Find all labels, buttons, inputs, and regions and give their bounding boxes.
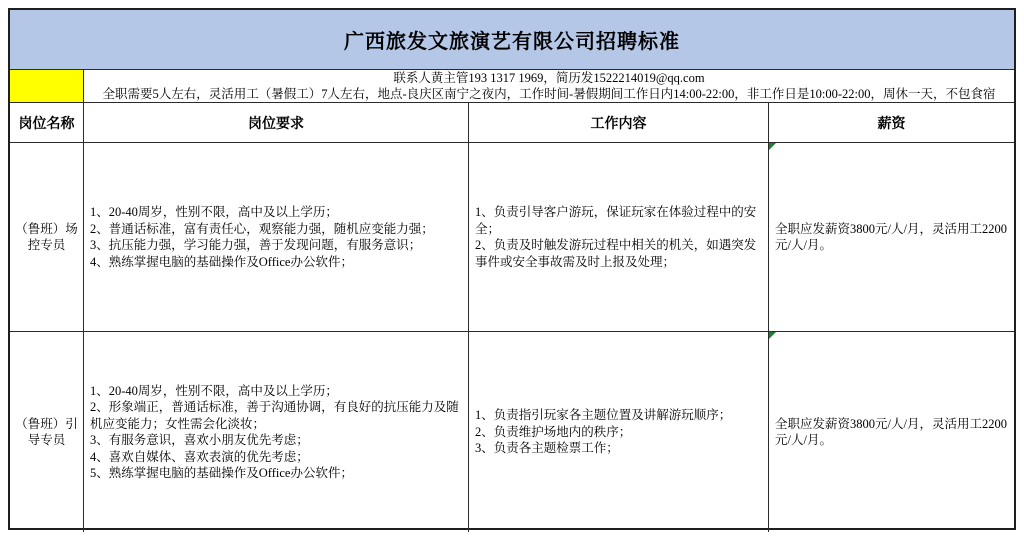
requirement-line: 4、熟练掌握电脑的基础操作及Office办公软件； — [90, 254, 353, 269]
requirement-line: 2、形象端正，普通话标准，善于沟通协调，有良好的抗压能力及随机应变能力；女性需会化淡妆； — [90, 400, 459, 431]
position-name-cell: （鲁班）引导专员 — [10, 332, 84, 532]
requirement-line: 3、抗压能力强，学习能力强，善于发现问题，有服务意识； — [90, 238, 422, 252]
requirements-cell — [84, 332, 469, 532]
requirements-cell — [84, 143, 469, 331]
cell-error-indicator-icon — [769, 143, 776, 150]
requirement-line: 3、有服务意识，喜欢小朋友优先考虑； — [90, 433, 309, 447]
duty-line: 2、负责及时触发游玩过程中相关的机关，如遇突发事件或安全事故需及时上报及处理； — [475, 238, 757, 269]
column-header-salary: 薪资 — [877, 116, 906, 132]
salary-text: 全职应发薪资3800元/人/月，灵活用工2200元/人/月。 — [775, 221, 1007, 252]
highlight-cell — [10, 70, 84, 102]
column-header-duties: 工作内容 — [469, 103, 769, 142]
duties-cell — [469, 143, 769, 331]
duty-line: 1、负责指引玩家各主题位置及讲解游玩顺序； — [475, 408, 732, 423]
duties-cell — [469, 332, 769, 532]
requirement-line: 1、20-40周岁，性别不限，高中及以上学历； — [90, 205, 338, 219]
requirement-line: 2、普通话标准，富有责任心，观察能力强，随机应变能力强； — [90, 221, 434, 236]
column-header-requirements: 岗位要求 — [84, 103, 469, 142]
contact-line-1: 联系人黄主管193 1317 1969，简历发1522214019@qq.com — [393, 71, 705, 85]
duty-line: 2、负责维护场地内的秩序； — [475, 424, 632, 439]
column-header-position: 岗位名称 — [10, 103, 84, 142]
salary-text: 全职应发薪资3800元/人/月，灵活用工2200元/人/月。 — [775, 416, 1007, 447]
requirement-line: 1、20-40周岁，性别不限，高中及以上学历； — [90, 383, 338, 398]
table-row — [10, 143, 1014, 332]
requirement-line: 5、熟练掌握电脑的基础操作及Office办公软件； — [90, 466, 353, 480]
contact-line-2: 全职需要5人左右，灵活用工（暑假工）7人左右，地点-良庆区南宁之夜内，工作时间-暑假期间工作日内14:00-22:00，非工作日是10:00-22:00，周休一天，不包食宿 — [102, 87, 996, 101]
salary-cell — [769, 332, 1014, 532]
table-header-row — [10, 103, 1014, 143]
contact-row — [10, 70, 1014, 103]
page-title: 广西旅发文旅演艺有限公司招聘标准 — [10, 10, 1014, 70]
contact-info — [84, 70, 1014, 102]
recruitment-table — [8, 8, 1016, 530]
cell-error-indicator-icon — [769, 332, 776, 339]
salary-cell — [769, 143, 1014, 331]
duty-line: 3、负责各主题检票工作； — [475, 441, 619, 456]
position-name-cell: （鲁班）场控专员 — [10, 143, 84, 331]
requirement-line: 4、喜欢自媒体、喜欢表演的优先考虑； — [90, 449, 309, 464]
table-row — [10, 332, 1014, 532]
duty-line: 1、负责引导客户游玩，保证玩家在体验过程中的安全； — [475, 205, 757, 236]
